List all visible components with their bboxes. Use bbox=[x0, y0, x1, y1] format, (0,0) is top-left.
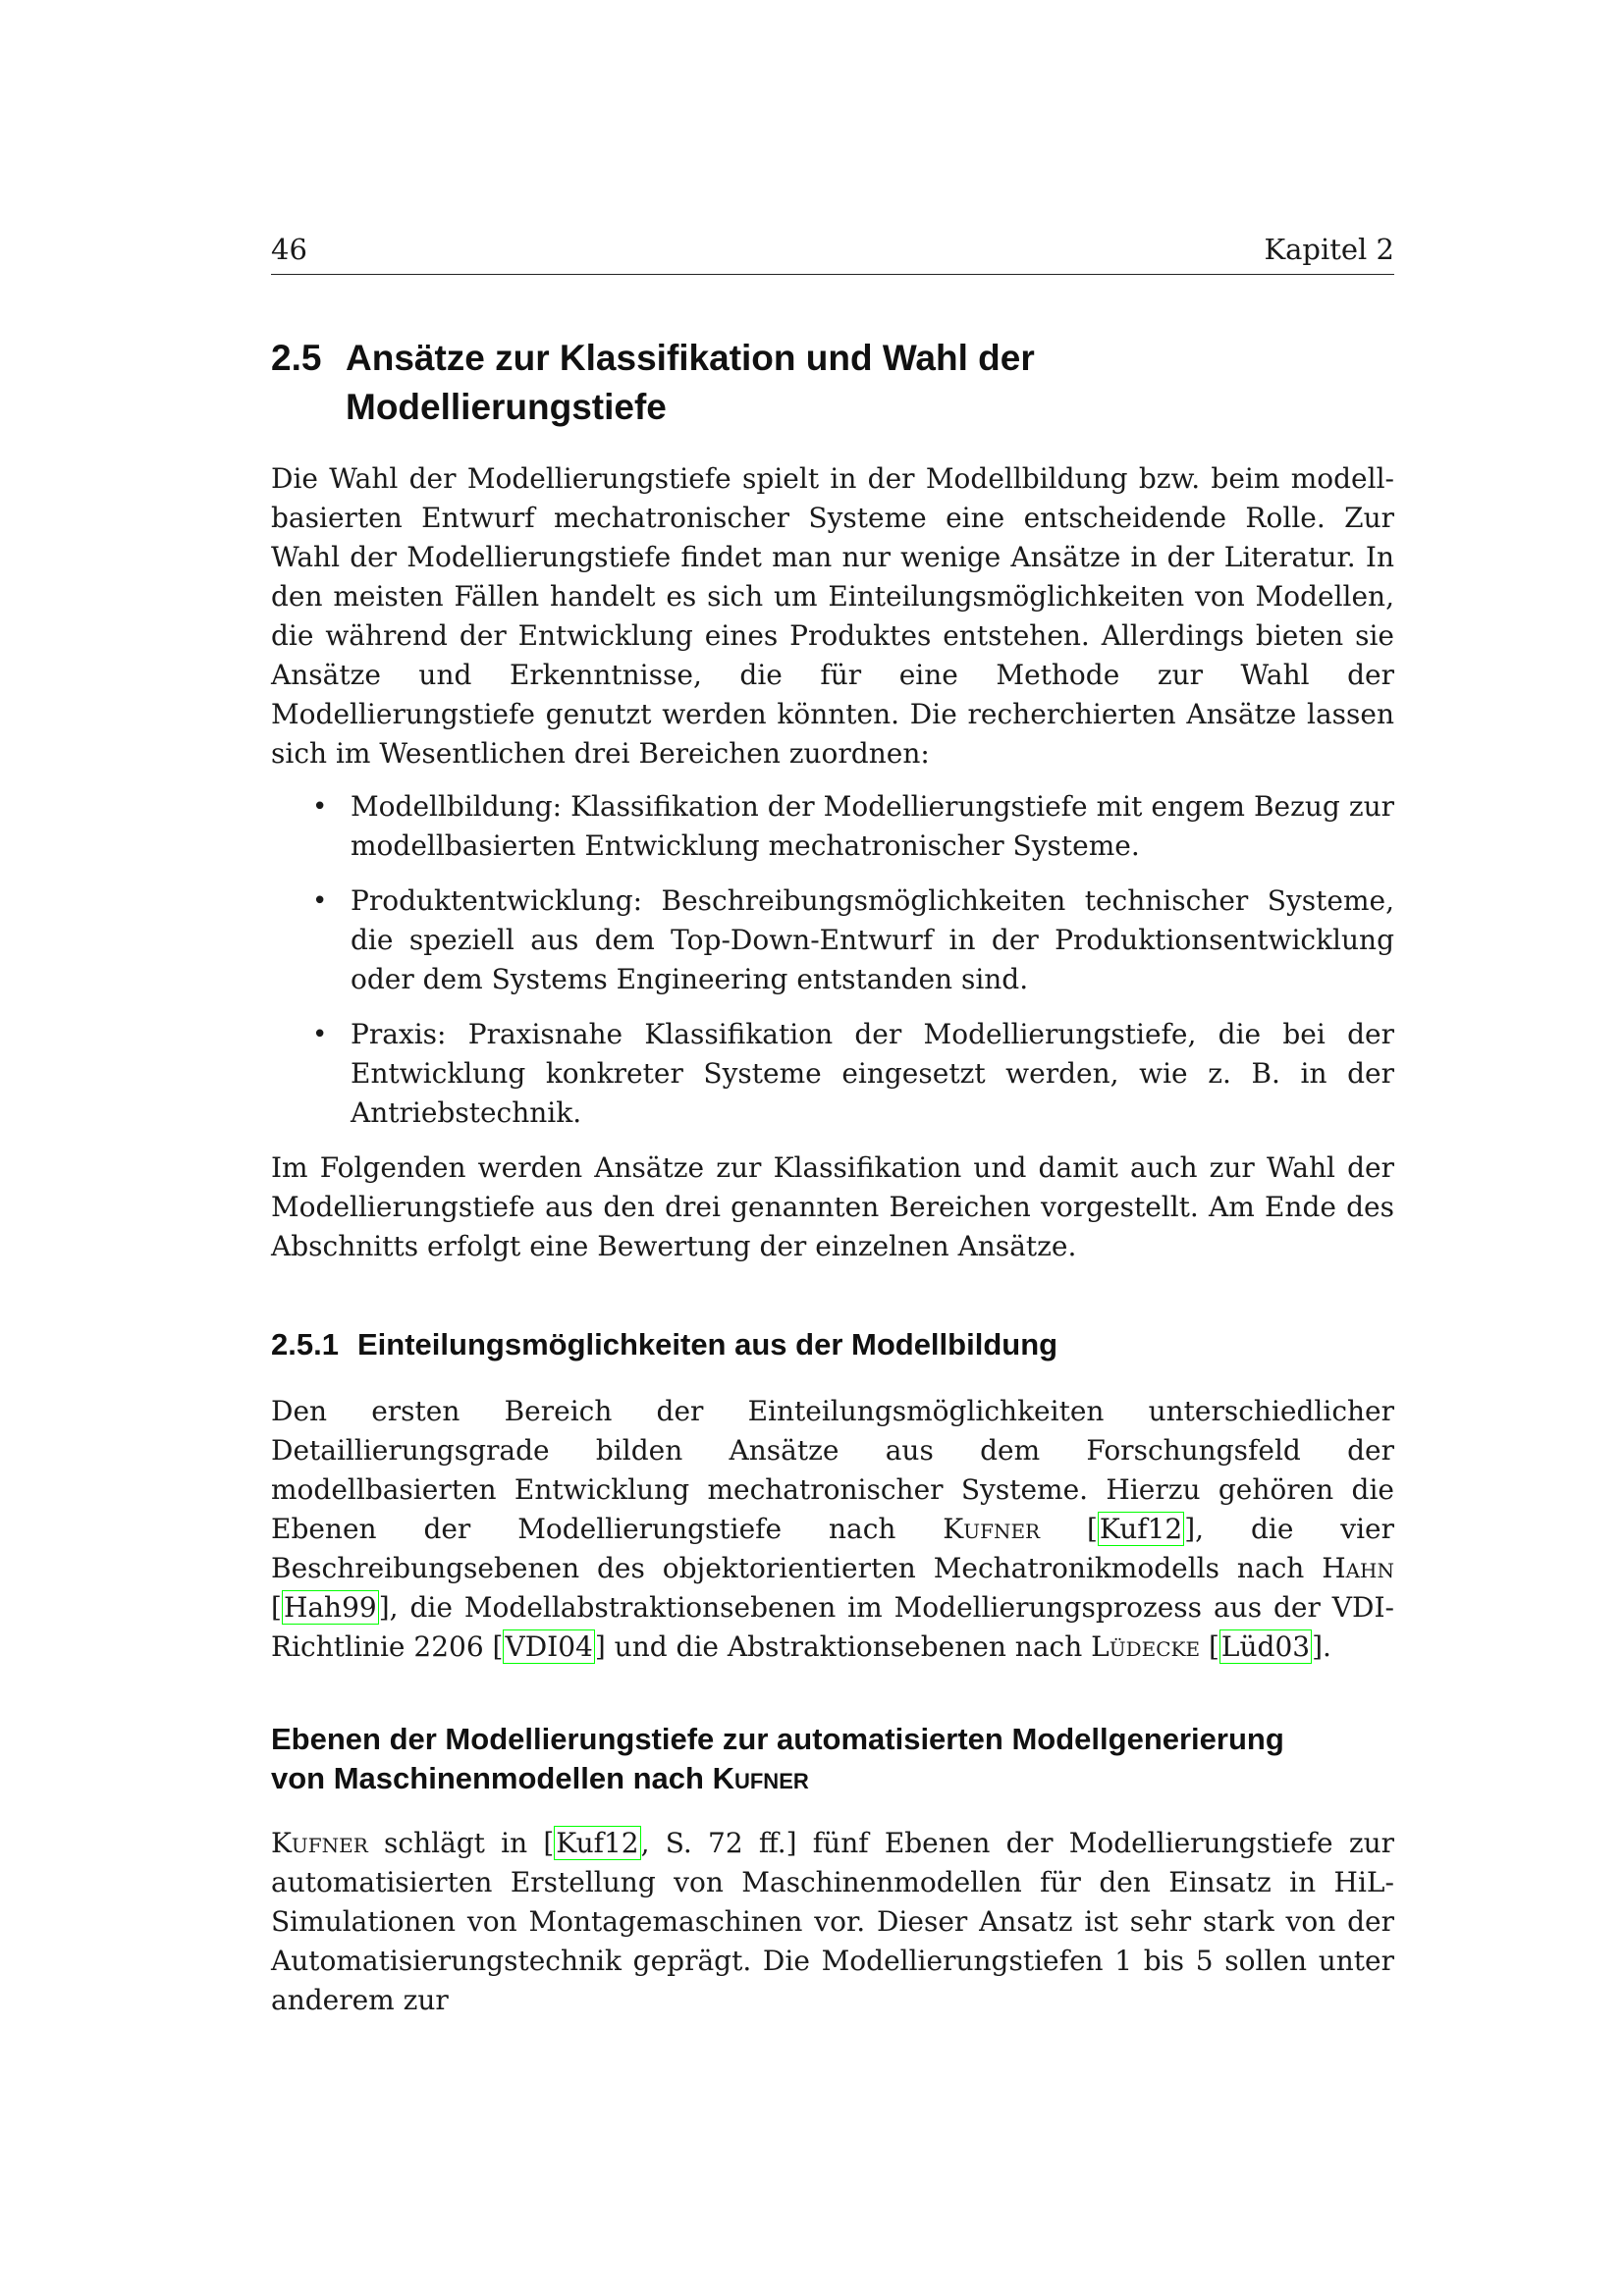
citation-link[interactable]: Hah99 bbox=[283, 1591, 377, 1624]
author-name: Kufner bbox=[943, 1513, 1041, 1545]
citation-link[interactable]: Kuf12 bbox=[1099, 1513, 1183, 1545]
section-title bbox=[346, 334, 1035, 432]
bullet-icon: • bbox=[312, 1020, 328, 1049]
section-number: 2.5 bbox=[271, 338, 322, 378]
citation-link[interactable]: Kuf12 bbox=[556, 1827, 639, 1859]
bullet-list bbox=[271, 787, 1394, 1133]
text-run: schlägt in [ bbox=[367, 1827, 555, 1859]
section-title-line2: Modellierungstiefe bbox=[346, 387, 667, 427]
list-item-text: Produktentwicklung: Beschreibungsmöglichkeiten technischer Systeme, die speziell aus dem Top-Down-Entwurf in der Produktionsentwicklung oder dem Systems Engineering entstanden sind. bbox=[351, 884, 1394, 995]
paragraph-heading-line1: Ebenen der Modellierungstiefe zur automatisierten Modellgenerierung bbox=[271, 1722, 1284, 1756]
intro-paragraph: Die Wahl der Modellierungstiefe spielt in der Modellbildung bzw. beim modell-basierten Entwurf mechatronischer Systeme eine entscheidende Rolle. Zur Wahl der Modellierungstiefe findet man nur wenige Ansätze in der Literatur. In den meisten Fällen handelt es sich um Einteilungsmöglichkeiten von Modellen, die während der Entwicklung eines Produktes entstehen. Allerdings bieten sie Ansätze und Erkenntnisse, die für eine Methode zur Wahl der Modellierungstiefe genutzt werden könnten. Die recherchierten Ansätze lassen sich im Wesentlichen drei Bereichen zuordnen: bbox=[271, 462, 1394, 770]
subsection-title: Einteilungsmöglichkeiten aus der Modellbildung bbox=[357, 1327, 1058, 1362]
list-item-text: Praxis: Praxisnahe Klassifikation der Modellierungstiefe, die bei der Entwicklung konkreter Systeme eingesetzt werden, wie z. B. in der Antriebstechnik. bbox=[351, 1018, 1394, 1129]
page-number: 46 bbox=[271, 233, 307, 266]
list-item-text: Modellbildung: Klassifikation der Modellierungstiefe mit engem Bezug zur modellbasierten Entwicklung mechatronischer Systeme. bbox=[351, 790, 1394, 862]
author-name: Lüdecke bbox=[1091, 1630, 1201, 1663]
chapter-label: Kapitel 2 bbox=[1264, 233, 1394, 266]
paragraph-heading-line2: von Maschinenmodellen nach bbox=[271, 1761, 713, 1795]
section-title-line1: Ansätze zur Klassifikation und Wahl der bbox=[346, 338, 1035, 378]
subsection-number: 2.5.1 bbox=[271, 1327, 339, 1362]
paragraph-heading bbox=[271, 1720, 1394, 1798]
list-item bbox=[271, 881, 1394, 999]
subsection-paragraph: Den ersten Bereich der Einteilungsmöglichkeiten unterschiedlicher Detaillierungsgrade bilden Ansätze aus dem Forschungsfeld der modellbasierten Entwicklung mechatronischer Systeme. Hierzu gehören die Ebenen der Modellierungstiefe nach Kufner [Kuf12], die vier Beschreibungsebenen des objektorientierten Mechatronikmodells nach Hahn [Hah99], die Modellabstraktionsebenen im Modellierungsprozess aus der VDI-Richtlinie 2206 [VDI04] und die Abstraktionsebenen nach Lüdecke [Lüd03]. bbox=[271, 1395, 1394, 1663]
bullet-icon: • bbox=[312, 792, 328, 822]
list-item bbox=[271, 1015, 1394, 1133]
author-name: Kufner bbox=[712, 1761, 809, 1795]
citation-link[interactable]: VDI04 bbox=[505, 1630, 593, 1663]
paragraph-text bbox=[271, 1824, 1394, 2020]
running-header bbox=[271, 233, 1394, 275]
section-heading bbox=[271, 334, 1394, 432]
text-run: und die Abstraktionsebenen nach bbox=[605, 1630, 1092, 1663]
author-name: Kufner bbox=[271, 1827, 368, 1859]
subsection-heading bbox=[271, 1325, 1394, 1364]
text-run: , S. 72 ff.] fünf Ebenen der Modellierungstiefe zur automatisierten Erstellung von Maschinenmodellen für den Einsatz in HiL-Simulationen von Montagemaschinen vor. Dieser Ansatz ist sehr stark von der Automatisierungstechnik geprägt. Die Modellierungstiefen 1 bis 5 sollen unter anderem zur bbox=[271, 1827, 1394, 2016]
document-page bbox=[271, 233, 1394, 2020]
text-run: , die Modellabstraktionsebenen im Modellierungsprozess aus der VDI-Richtlinie 2206 bbox=[271, 1591, 1394, 1663]
author-name: Hahn bbox=[1322, 1552, 1394, 1584]
after-list-paragraph: Im Folgenden werden Ansätze zur Klassifikation und damit auch zur Wahl der Modellierungstiefe aus den drei genannten Bereichen vorgestellt. Am Ende des Abschnitts erfolgt eine Bewertung der einzelnen Ansätze. bbox=[271, 1151, 1394, 1262]
text-run: . bbox=[1323, 1630, 1331, 1663]
text-run: Den ersten Bereich der Einteilungsmöglichkeiten unterschiedlicher Detaillierungsgrade bilden Ansätze aus dem Forschungsfeld der modellbasierten Entwicklung mechatronischer Systeme. Hierzu gehören die Ebenen der Modellierungstiefe nach bbox=[271, 1395, 1394, 1545]
citation-link[interactable]: Lüd03 bbox=[1220, 1630, 1311, 1663]
bullet-icon: • bbox=[312, 886, 328, 916]
text-run: , die vier Beschreibungsebenen des objektorientierten Mechatronikmodells nach bbox=[271, 1513, 1394, 1584]
list-item bbox=[271, 787, 1394, 866]
